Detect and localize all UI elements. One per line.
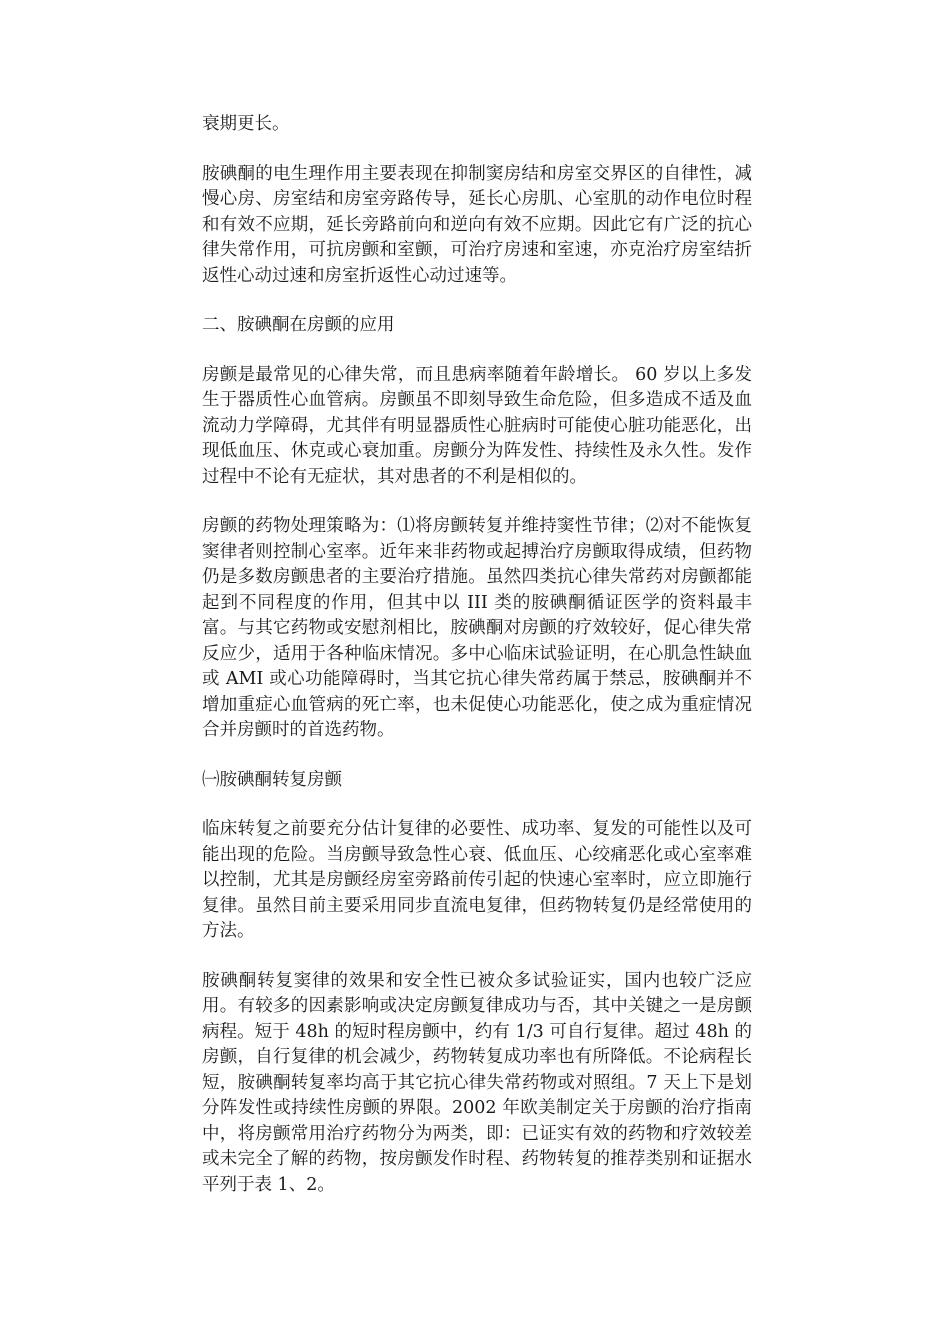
paragraph: 房颤的药物处理策略为：⑴将房颤转复并维持窦性节律；⑵对不能恢复窦律者则控制心室率。近年来非药物或起搏治疗房颤取得成绩，但药物仍是多数房颤患者的主要治疗措施。虽然四类抗心律失常药对房颤都能起到不同程度的作用，但其中以 III 类的胺碘酮循证医学的资料最丰富。与其它药物或安慰剂相比，胺碘酮对房颤的疗效较好，促心律失常反应少，适用于各种临床情况。多中心临床试验证明，在心肌急性缺血或 AMI 或心功能障碍时，当其它抗心律失常药属于禁忌，胺碘酮并不增加重症心血管病的死亡率，也未促使心功能恶化，使之成为重症情况合并房颤时的首选药物。 [202, 516, 752, 740]
section-heading: 二、胺碘酮在房颤的应用 [202, 315, 395, 335]
paragraph: 临床转复之前要充分估计复律的必要性、成功率、复发的可能性以及可能出现的危险。当房颤导致急性心衰、低血压、心绞痛恶化或心室率难以控制，尤其是房颤经房室旁路前传引起的快速心室率时，应立即施行复律。虽然目前主要采用同步直流电复律，但药物转复仍是经常使用的方法。 [202, 819, 752, 941]
paragraph: 衰期更长。 [202, 114, 290, 134]
document-body [202, 112, 752, 1222]
paragraph: 房颤是最常见的心律失常，而且患病率随着年龄增长。 60 岁以上多发生于器质性心血管病。房颤虽不即刻导致生命危险，但多造成不适及血流动力学障碍，尤其伴有明显器质性心脏病时可能使心脏功能恶化，出现低血压、休克或心衰加重。房颤分为阵发性、持续性及永久性。发作过程中不论有无症状，其对患者的不利是相似的。 [202, 364, 752, 487]
paragraph: 胺碘酮的电生理作用主要表现在抑制窦房结和房室交界区的自律性，减慢心房、房室结和房室旁路传导，延长心房肌、心室肌的动作电位时程和有效不应期，延长旁路前向和逆向有效不应期。因此它有广泛的抗心律失常作用，可抗房颤和室颤，可治疗房速和室速，亦克治疗房室结折返性心动过速和房室折返性心动过速等。 [202, 163, 752, 286]
subsection-heading: ㈠胺碘酮转复房颤 [202, 769, 342, 790]
paragraph: 胺碘酮转复窦律的效果和安全性已被众多试验证实，国内也较广泛应用。有较多的因素影响或决定房颤复律成功与否，其中关键之一是房颤病程。短于 48h 的短时程房颤中，约有 1/3 可自行复律。超过 48h 的房颤，自行复律的机会减少，药物转复成功率也有所降低。不论病程长短，胺碘酮转复率均高于其它抗心律失常药物或对照组。7 天上下是划分阵发性或持续性房颤的界限。2002 年欧美制定关于房颤的治疗指南中，将房颤常用治疗药物分为两类，即：已证实有效的药物和疗效较差或未完全了解的药物，按房颤发作时程、药物转复的推荐类别和证据水平列于表 1、2。 [202, 970, 752, 1195]
